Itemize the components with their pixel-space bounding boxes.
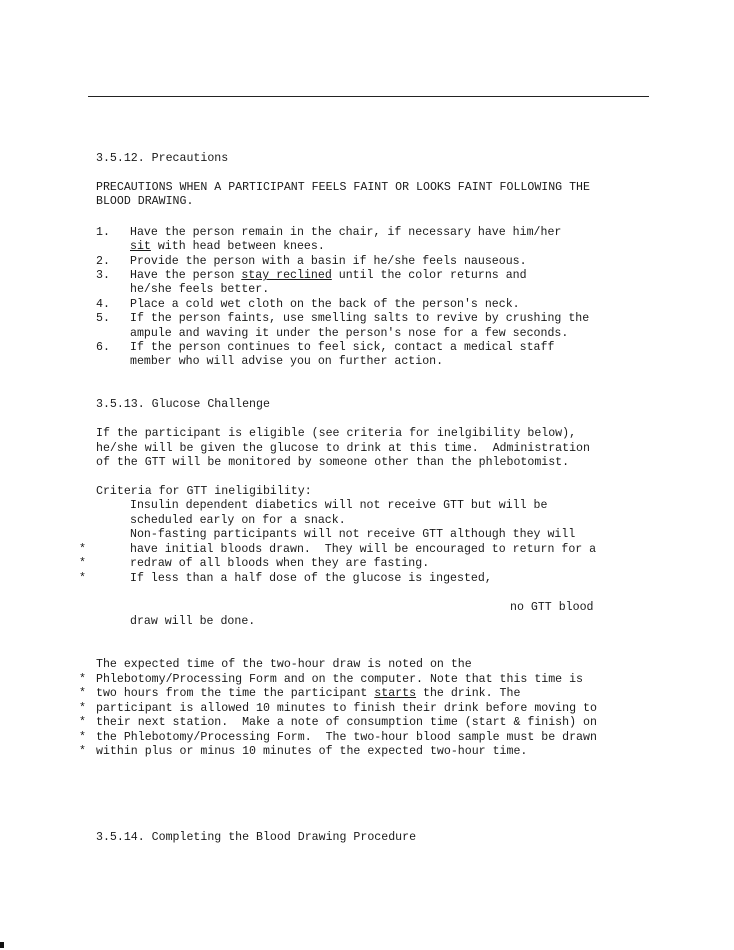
criteria-line: Insulin dependent diabetics will not receive GTT but will be	[130, 499, 548, 512]
scan-mark	[0, 942, 4, 948]
list-item-text: Provide the person with a basin if he/she feels nauseous.	[130, 255, 527, 268]
paragraph-line: Phlebotomy/Processing Form and on the computer. Note that this time is	[96, 673, 584, 686]
revision-asterisk: *	[79, 687, 86, 700]
list-item-continuation: he/she feels better.	[130, 283, 270, 296]
list-item-continuation: member who will advise you on further action.	[130, 355, 444, 368]
underlined-word: sit	[130, 240, 151, 253]
underlined-phrase: stay reclined	[241, 269, 332, 282]
list-item-text: with head between knees.	[150, 240, 325, 253]
precautions-intro-line-1: PRECAUTIONS WHEN A PARTICIPANT FEELS FAINT OR LOOKS FAINT FOLLOWING THE	[96, 181, 590, 194]
list-number: 6.	[96, 341, 110, 354]
paragraph-line: the Phlebotomy/Processing Form. The two-hour blood sample must be drawn	[96, 731, 597, 744]
paragraph-line: If the participant is eligible (see criteria for inelgibility below),	[96, 427, 577, 440]
criteria-label: Criteria for GTT ineligibility:	[96, 485, 312, 498]
list-number: 3.	[96, 269, 110, 282]
paragraph-text: two hours from the time the participant	[96, 687, 375, 700]
paragraph-text: the drink. The	[416, 687, 521, 700]
precautions-intro-line-2: BLOOD DRAWING.	[96, 195, 194, 208]
revision-asterisk: *	[79, 673, 86, 686]
paragraph-line: The expected time of the two-hour draw is noted on the	[96, 658, 472, 671]
paragraph-line	[96, 687, 520, 702]
list-item-text: If the person faints, use smelling salts to revive by crushing the	[130, 312, 590, 325]
list-number: 5.	[96, 312, 110, 325]
criteria-line: scheduled early on for a snack.	[130, 514, 346, 527]
criteria-line: Non-fasting participants will not receive GTT although they will	[130, 528, 576, 541]
paragraph-line: he/she will be given the glucose to drink at this time. Administration	[96, 442, 590, 455]
criteria-tail-right: no GTT blood	[510, 601, 594, 614]
criteria-tail-left: draw will be done.	[130, 615, 256, 628]
list-item-text: Place a cold wet cloth on the back of the person's neck.	[130, 298, 520, 311]
section-heading-precautions: 3.5.12. Precautions	[96, 152, 229, 165]
top-rule	[88, 96, 649, 97]
revision-asterisk: *	[79, 557, 86, 570]
list-item-text: Have the person	[130, 269, 242, 282]
paragraph-line: participant is allowed 10 minutes to finish their drink before moving to	[96, 702, 597, 715]
criteria-line: have initial bloods drawn. They will be encouraged to return for a	[130, 543, 597, 556]
list-item-line	[130, 269, 527, 284]
revision-asterisk: *	[79, 543, 86, 556]
revision-asterisk: *	[79, 716, 86, 729]
section-heading-completing-procedure: 3.5.14. Completing the Blood Drawing Procedure	[96, 831, 417, 844]
criteria-line: If less than a half dose of the glucose is ingested,	[130, 572, 492, 585]
revision-asterisk: *	[79, 745, 86, 758]
list-number: 1.	[96, 226, 110, 239]
underlined-word: starts	[374, 687, 417, 700]
list-item-continuation: ampule and waving it under the person's nose for a few seconds.	[130, 327, 569, 340]
list-item-continuation	[130, 240, 325, 255]
section-heading-glucose-challenge: 3.5.13. Glucose Challenge	[96, 398, 270, 411]
criteria-line: redraw of all bloods when they are fasting.	[130, 557, 430, 570]
list-item-text: until the color returns and	[331, 269, 527, 282]
paragraph-line: their next station. Make a note of consumption time (start & finish) on	[96, 716, 597, 729]
list-number: 2.	[96, 255, 110, 268]
paragraph-line: within plus or minus 10 minutes of the expected two-hour time.	[96, 745, 528, 758]
revision-asterisk: *	[79, 702, 86, 715]
revision-asterisk: *	[79, 572, 86, 585]
list-item-text: Have the person remain in the chair, if necessary have him/her	[130, 226, 562, 239]
list-item-text: If the person continues to feel sick, contact a medical staff	[130, 341, 555, 354]
paragraph-line: of the GTT will be monitored by someone other than the phlebotomist.	[96, 456, 570, 469]
list-number: 4.	[96, 298, 110, 311]
revision-asterisk: *	[79, 731, 86, 744]
